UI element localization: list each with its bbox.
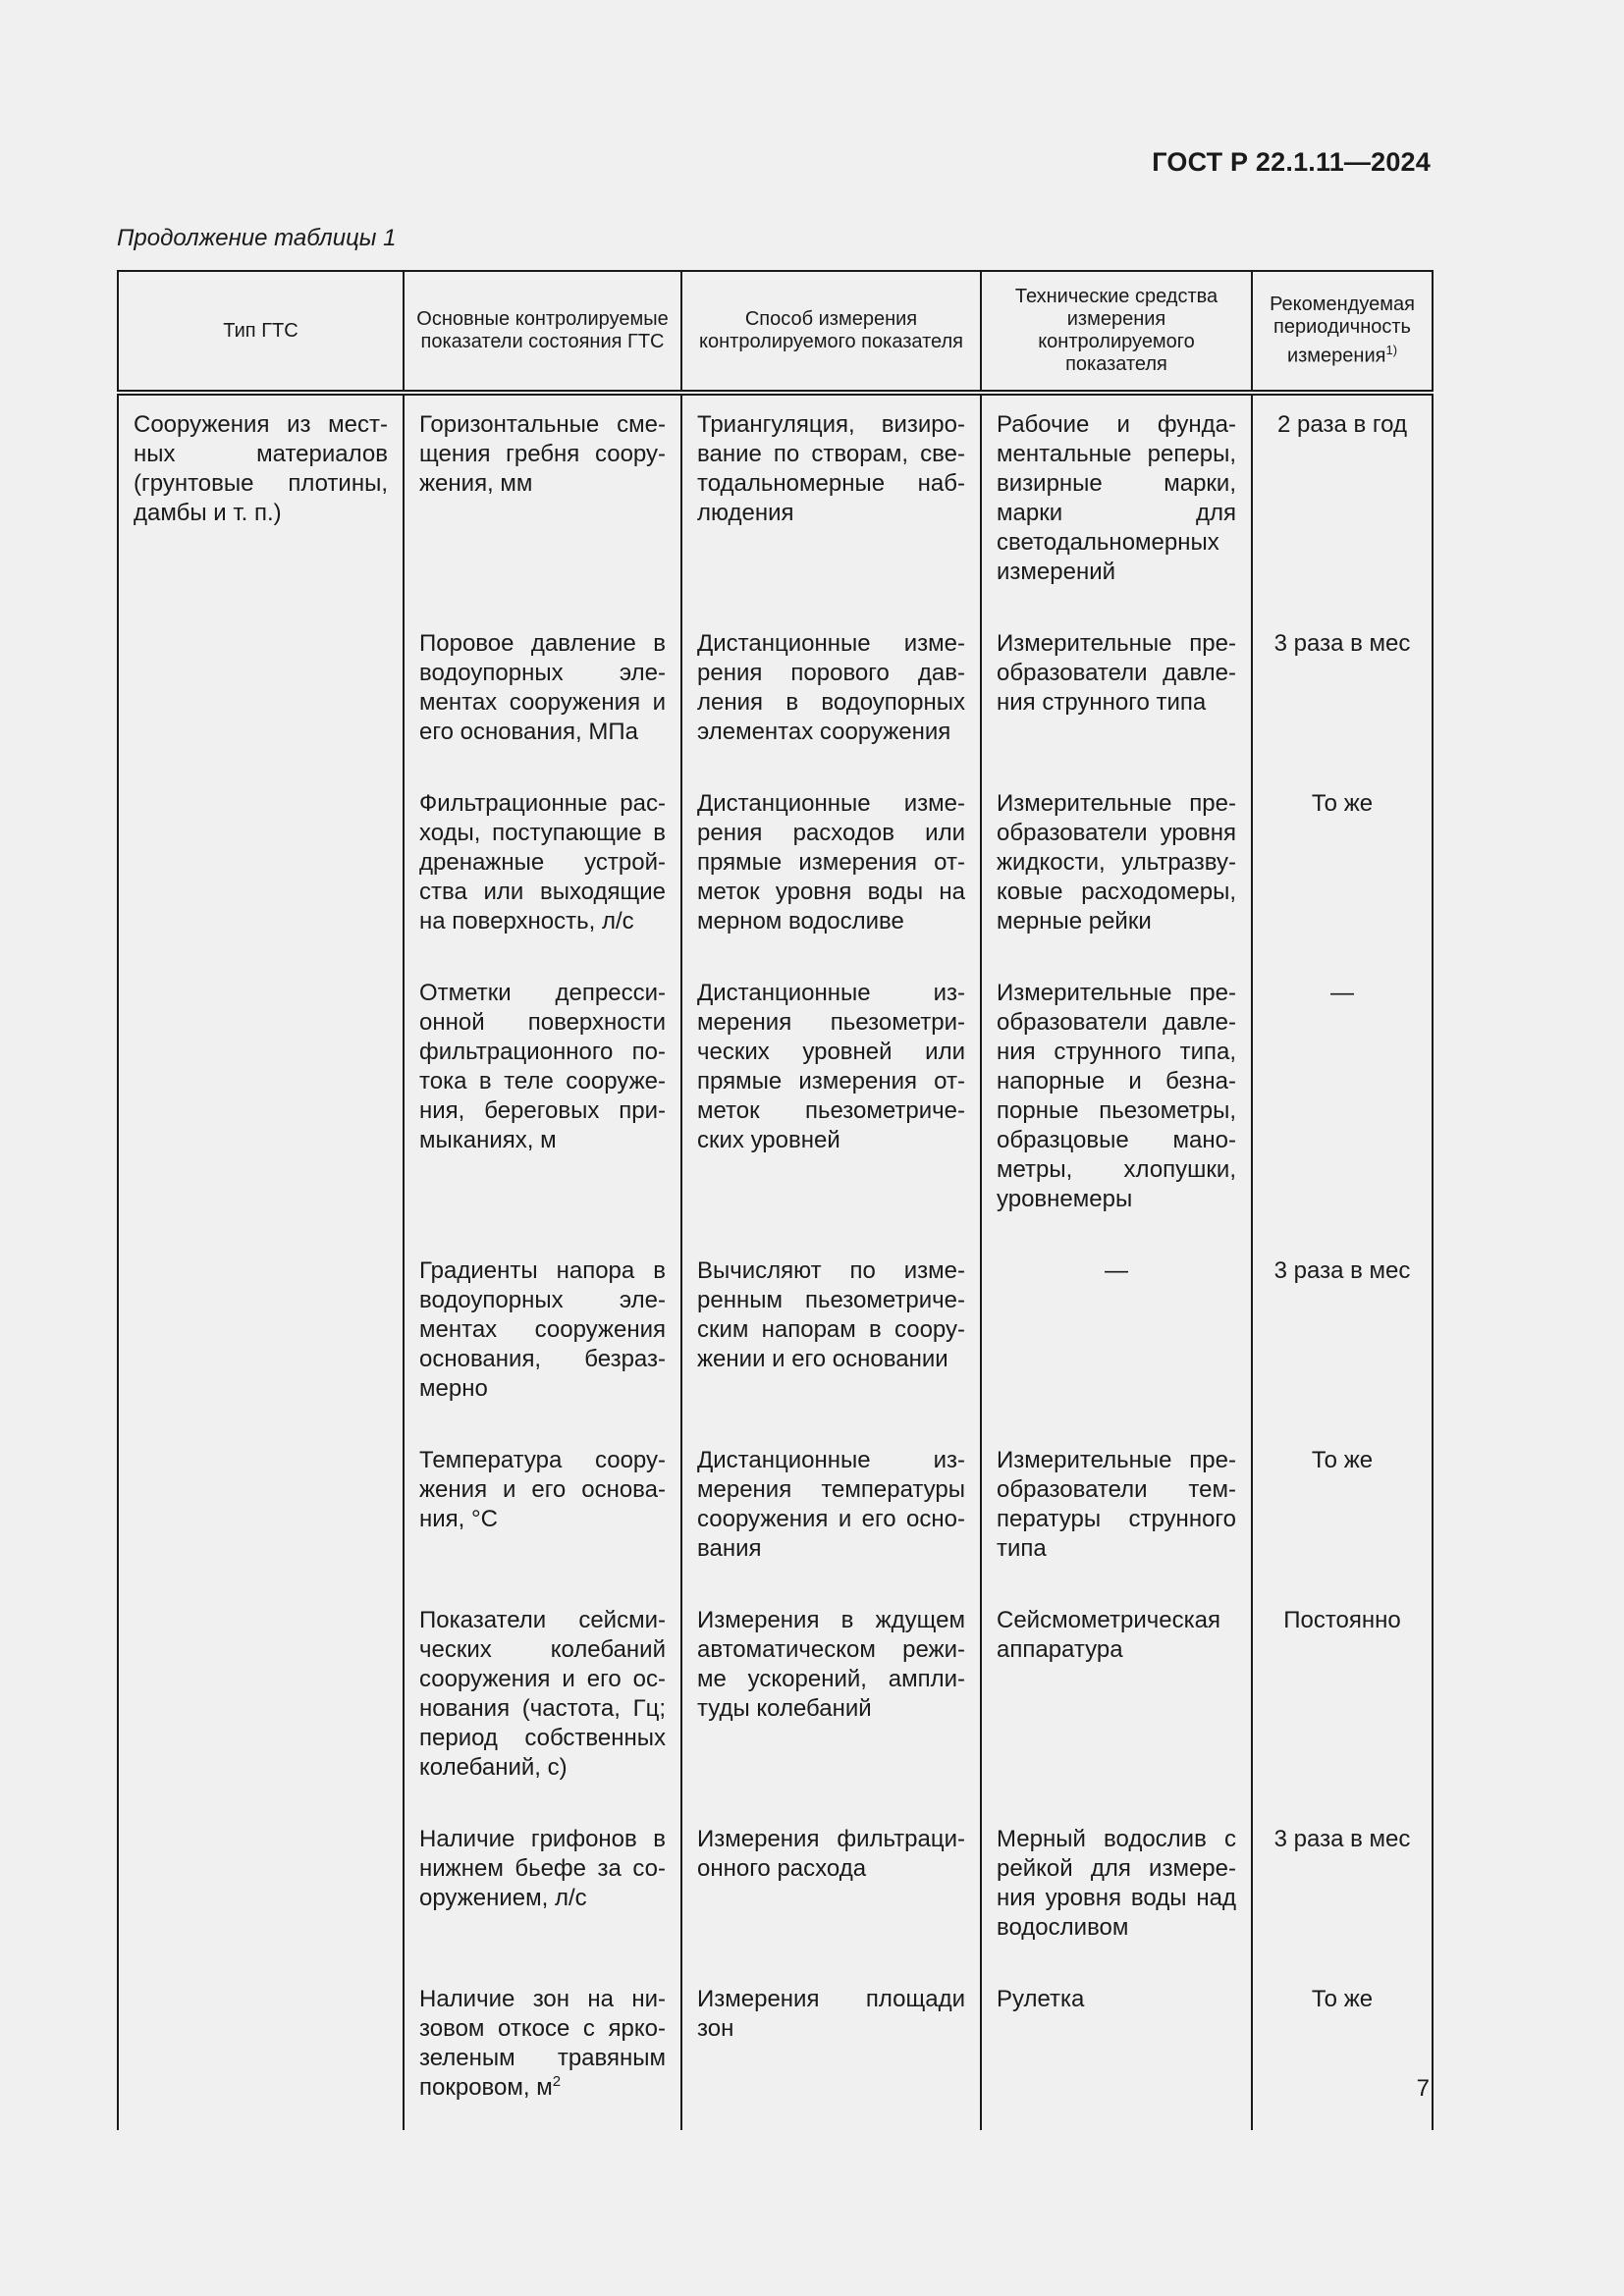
header-gts-type: Тип ГТС: [118, 271, 404, 393]
cell-method: Дистанционные измерения пьезометрических уровней или прямые измерения отметок пьезометрических уровней: [681, 964, 981, 1242]
cell-frequency: То же: [1252, 1970, 1433, 2130]
page-number: 7: [1416, 2075, 1430, 2102]
cell-method: Измерения площади зон: [681, 1970, 981, 2130]
monitoring-table: [117, 270, 1434, 2130]
cell-method: Триангуляция, визирование по створам, светодальномерные наблюдения: [681, 393, 981, 614]
cell-indicator: Наличие грифонов в нижнем бьефе за сооружением, л/с: [404, 1810, 681, 1970]
cell-indicator: Градиенты напора в водоупорных элементах сооружения основания, безразмерно: [404, 1242, 681, 1431]
cell-indicator-text: Наличие зон на низовом откосе с яркозеленым травяным покровом, м: [419, 1986, 666, 2101]
table-row: [118, 393, 1433, 614]
cell-gts-type: Сооружения из местных материалов (грунтовые плотины, дамбы и т. п.): [118, 393, 404, 2130]
cell-indicator: [404, 1970, 681, 2130]
cell-indicator: Горизонтальные смещения гребня сооружения, мм: [404, 393, 681, 614]
cell-method: Измерения в ждущем автоматическом режиме ускорений, амплитуды колебаний: [681, 1591, 981, 1810]
cell-frequency: 2 раза в год: [1252, 393, 1433, 614]
cell-means: Рулетка: [981, 1970, 1252, 2130]
cell-means: Измерительные преобразователи давления струнного типа: [981, 614, 1252, 774]
cell-indicator: Отметки депрессионной поверхности фильтрационного потока в теле сооружения, береговых примыканиях, м: [404, 964, 681, 1242]
unit-superscript: 2: [552, 2073, 562, 2090]
cell-means: Сейсмометрическая аппаратура: [981, 1591, 1252, 1810]
header-indicators: Основные контролируемые показатели состояния ГТС: [404, 271, 681, 393]
cell-method: Дистанционные измерения температуры сооружения и его основания: [681, 1431, 981, 1591]
cell-indicator: Температура сооружения и его основания, °С: [404, 1431, 681, 1591]
cell-method: Вычисляют по измеренным пьезометрическим напорам в сооружении и его основании: [681, 1242, 981, 1431]
cell-method: Дистанционные измерения порового давления в водоупорных элементах сооружения: [681, 614, 981, 774]
cell-means: Рабочие и фундаментальные реперы, визирные марки, марки для светодальномерных измерений: [981, 393, 1252, 614]
cell-method: Измерения фильтрационного расхода: [681, 1810, 981, 1970]
standard-code: ГОСТ Р 22.1.11—2024: [1152, 147, 1431, 177]
table-caption: Продолжение таблицы 1: [117, 225, 397, 251]
cell-means: Измерительные преобразователи уровня жидкости, ультразвуковые расходомеры, мерные рейки: [981, 774, 1252, 964]
cell-frequency: 3 раза в мес: [1252, 1242, 1433, 1431]
cell-frequency: 3 раза в мес: [1252, 614, 1433, 774]
header-means: Технические средства измерения контролируемого показателя: [981, 271, 1252, 393]
cell-method: Дистанционные измерения расходов или прямые измерения отметок уровня воды на мерном водосливе: [681, 774, 981, 964]
cell-frequency: То же: [1252, 1431, 1433, 1591]
cell-indicator: Показатели сейсмических колебаний сооружения и его основания (частота, Гц; период собственных колебаний, с): [404, 1591, 681, 1810]
cell-frequency: Постоянно: [1252, 1591, 1433, 1810]
cell-means: Измерительные преобразователи давления струнного типа, напорные и безнапорные пьезометры, образцовые манометры, хлопушки, уровнемеры: [981, 964, 1252, 1242]
cell-means: Измерительные преобразователи температуры струнного типа: [981, 1431, 1252, 1591]
cell-indicator: Поровое давление в водоупорных элементах сооружения и его основания, МПа: [404, 614, 681, 774]
cell-means: Мерный водослив с рейкой для измерения уровня воды над водосливом: [981, 1810, 1252, 1970]
header-frequency-text: Рекомендуемая периодичность измерения: [1270, 294, 1415, 367]
table-header-row: [118, 271, 1433, 393]
cell-frequency: —: [1252, 964, 1433, 1242]
header-frequency: [1252, 271, 1433, 393]
header-method: Способ измерения контролируемого показателя: [681, 271, 981, 393]
cell-frequency: 3 раза в мес: [1252, 1810, 1433, 1970]
cell-indicator: Фильтрационные расходы, поступающие в дренажные устройства или выходящие на поверхность, л/с: [404, 774, 681, 964]
footnote-marker: 1): [1385, 343, 1398, 358]
cell-means: —: [981, 1242, 1252, 1431]
cell-frequency: То же: [1252, 774, 1433, 964]
